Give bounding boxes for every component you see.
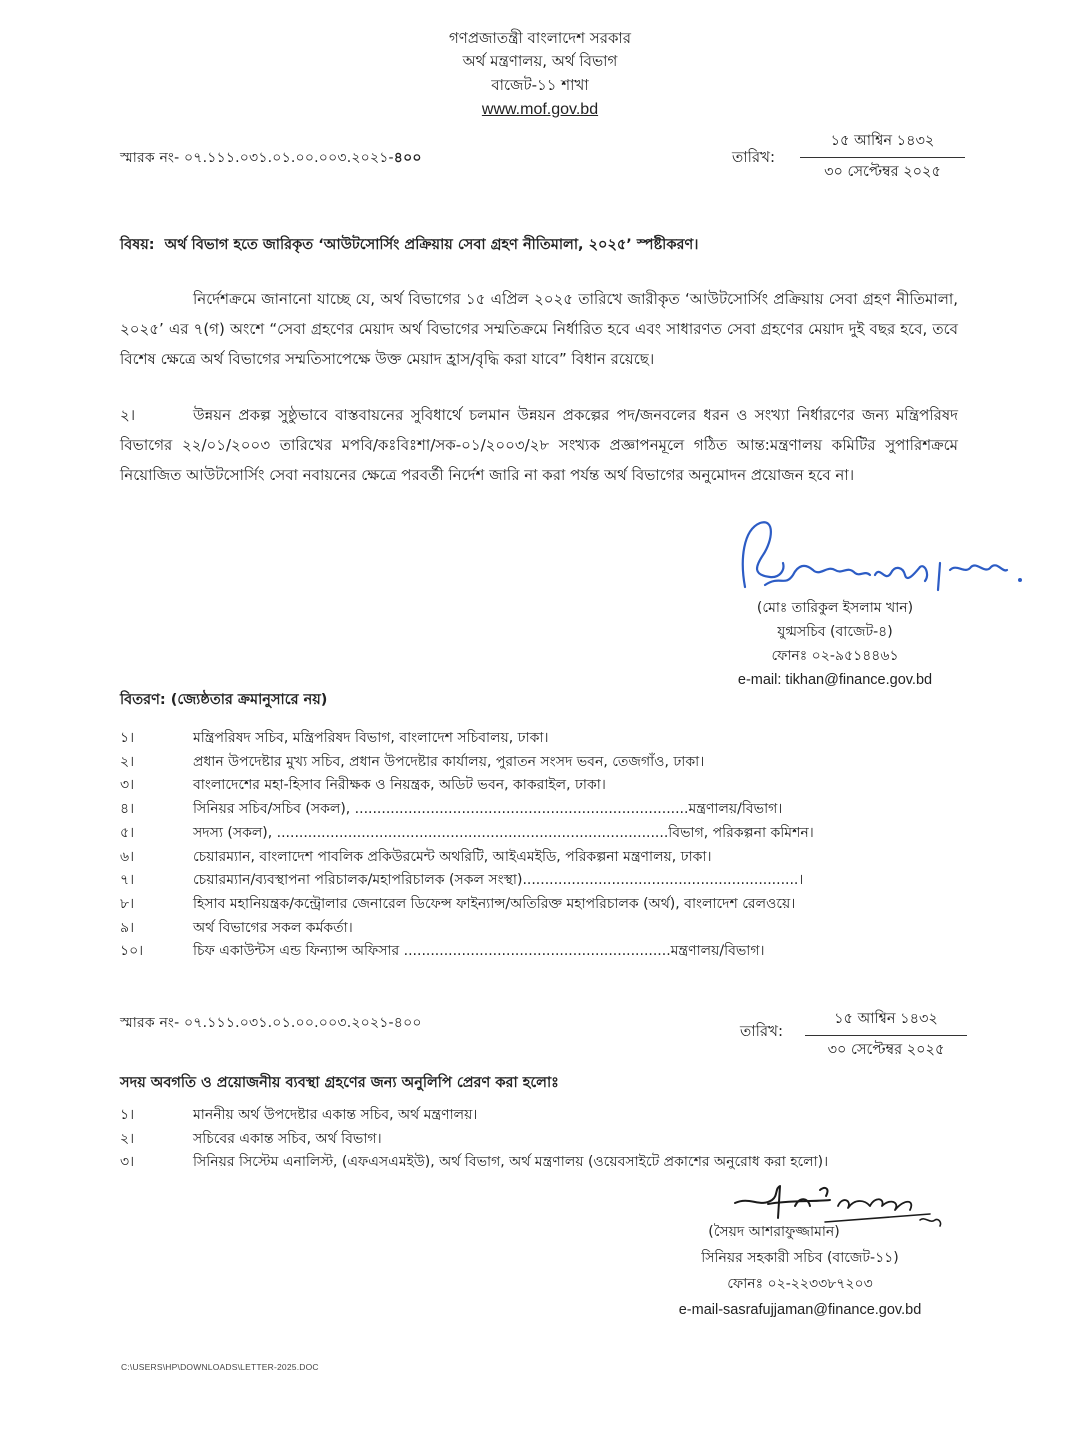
header-branch: বাজেট-১১ শাখা [491,76,589,94]
copy-item-text: সিনিয়র সিস্টেম এনালিস্ট, (এফএসএমইউ), অর্থ বিভাগ, অর্থ মন্ত্রণালয় (ওয়েবসাইটে প্রকাশের অনুরোধ করা হলো)। [193,1154,829,1171]
header-ministry: অর্থ মন্ত্রণালয়, অর্থ বিভাগ [462,52,618,70]
distribution-item [120,751,980,775]
distribution-item [120,893,980,917]
distribution-item-text: বাংলাদেশের মহা-হিসাব নিরীক্ষক ও নিয়ন্ত্রক, অডিট ভবন, কাকরাইল, ঢাকা। [193,777,606,794]
date-2-gregorian: ৩০ সেপ্টেম্বর ২০২৫ [827,1042,945,1058]
memo-2-number: ০৭.১১১.০৩১.০১.০০.০০৩.২০২১-৪০০ [184,1015,422,1031]
date-2-bangla: ১৫ আশ্বিন ১৪৩২ [805,1008,967,1036]
distribution-item [120,917,980,941]
file-path-footer: C:\USERS\HP\DOWNLOADS\LETTER-2025.DOC [121,1362,319,1372]
memo-number [120,146,422,170]
signatory-2-name: (সৈয়দ আশরাফুজ্জামান) [708,1224,840,1240]
header-govt-name: গণপ্রজাতন্ত্রী বাংলাদেশ সরকার [448,29,632,47]
copy-item-text: মাননীয় অর্থ উপদেষ্টার একান্ত সচিব, অর্থ মন্ত্রণালয়। [193,1107,478,1123]
distribution-item-number: ২। [120,753,135,770]
signatory-1-name: (মোঃ তারিকুল ইসলাম খান) [756,600,914,616]
signature-1-image [735,515,1035,600]
memo-number-2 [120,1011,422,1035]
signature-2-stroke [795,1188,827,1206]
date-label: তারিখ: [732,148,776,166]
distribution-item [120,869,980,893]
distribution-item [120,774,980,798]
distribution-item-number: ৮। [120,895,135,912]
subject-line [120,234,980,258]
copy-item-text: সচিবের একান্ত সচিব, অর্থ বিভাগ। [193,1130,382,1147]
date-2-block [805,1008,967,1063]
distribution-item-text: হিসাব মহানিয়ন্ত্রক/কন্ট্রোলার জেনারেল ডিফেন্স ফাইন্যান্স/অতিরিক্ত মহাপরিচালক (অর্থ), বাংলাদেশ রেলওয়ে। [193,895,796,912]
distribution-heading: বিতরণ: (জ্যেষ্ঠতার ক্রমানুসারে নয়) [120,692,328,708]
signatory-2-designation: সিনিয়র সহকারী সচিব (বাজেট-১১) [701,1250,899,1266]
distribution-item-text: চিফ একাউন্টস এন্ড ফিন্যান্স অফিসার ............................................................মন্ত্রণালয়/বিভাগ। [193,943,765,960]
distribution-item-number: ১। [120,730,135,746]
distribution-item-number: ১০। [120,943,144,960]
distribution-item-number: ৯। [120,919,135,936]
subject-text: অর্থ বিভাগ হতে জারিকৃত ‘আউটসোর্সিং প্রক্রিয়ায় সেবা গ্রহণ নীতিমালা, ২০২৫’ স্পষ্টীকরণ। [164,237,699,253]
signatory-1-email[interactable]: e-mail: tikhan@finance.gov.bd [737,672,933,688]
signatory-1 [690,596,980,692]
signatory-2 [650,1219,950,1323]
copy-item [120,1104,980,1128]
distribution-item-text: সদস্য (সকল), ........................................................................................বিভাগ, পরিকল্পনা কমিশন। [193,824,814,841]
body-paragraph-1 [120,284,958,374]
signature-2-stroke [735,1186,780,1218]
body-paragraph-2 [120,400,958,490]
date-block [800,130,965,185]
signature-1-dot [1018,578,1022,582]
distribution-item-number: ৭। [120,872,135,889]
memo-number-prefix: ০৭.১১১.০৩১.০১.০০.০০৩.২০২১- [184,150,394,166]
distribution-item-number: ৪। [120,801,135,818]
date-bangla: ১৫ আশ্বিন ১৪৩২ [800,130,965,158]
signatory-2-phone: ফোনঃ ০২-২২৩৩৮৭২০৩ [727,1276,873,1292]
copy-item-number: ২। [120,1130,135,1147]
copy-item [120,1151,980,1175]
memo-number-suffix: ৪০০ [393,150,422,166]
signatory-1-designation: যুগ্মসচিব (বাজেট-৪) [777,624,893,640]
signature-1-stroke [938,563,1007,590]
memo-label: স্মারক নং- [120,150,180,166]
subject-label: বিষয়: [120,237,155,253]
distribution-item [120,798,980,822]
distribution-item-number: ৩। [120,777,135,794]
distribution-item [120,940,980,964]
memo-2-label: স্মারক নং- [120,1015,180,1031]
distribution-item-text: চেয়ারম্যান, বাংলাদেশ পাবলিক প্রকিউরমেন্ট অথরিটি, আইএমইডি, পরিকল্পনা মন্ত্রণালয়, ঢাকা। [193,848,712,865]
distribution-item-text: সিনিয়র সচিব/সচিব (সকল), ...........................................................................মন্ত্রণালয়/বিভাগ। [193,801,783,818]
copy-item [120,1128,980,1152]
signature-1-stroke [875,566,927,581]
signature-1-stroke [743,522,784,587]
copy-item-number: ১। [120,1107,135,1123]
distribution-item-text: চেয়ারম্যান/ব্যবস্থাপনা পরিচালক/মহাপরিচালক (সকল সংস্থা)..............................................................। [193,872,804,889]
distribution-item-text: মন্ত্রিপরিষদ সচিব, মন্ত্রিপরিষদ বিভাগ, বাংলাদেশ সচিবালয়, ঢাকা। [193,730,549,746]
signature-1-stroke [765,566,870,585]
website-link[interactable]: www.mof.gov.bd [481,101,599,118]
distribution-item-number: ৫। [120,824,135,841]
copies-list [120,1104,980,1175]
paragraph-2-number: ২। [120,406,136,424]
paragraph-1-text: নির্দেশক্রমে জানানো যাচ্ছে যে, অর্থ বিভাগের ১৫ এপ্রিল ২০২৫ তারিখে জারীকৃত ‘আউটসোর্সিং প্রক্রিয়ায় সেবা গ্রহণ নীতিমালা, ২০২৫’ এর ৭(গ) অংশে “সেবা গ্রহণের মেয়াদ অর্থ বিভাগের সম্মতিক্রমে নির্ধারিত হবে এবং সাধারণত সেবা গ্রহণের মেয়াদ দুই বছর হবে, তবে বিশেষ ক্ষেত্রে অর্থ বিভাগের সম্মতিসাপেক্ষে উক্ত মেয়াদ হ্রাস/বৃদ্ধি করা যাবে” বিধান রয়েছে। [120,290,958,368]
distribution-item-number: ৬। [120,848,135,865]
distribution-list [120,727,980,964]
distribution-item [120,822,980,846]
signatory-2-email[interactable]: e-mail-sasrafujjaman@finance.gov.bd [678,1302,922,1318]
copies-heading: সদয় অবগতি ও প্রয়োজনীয় ব্যবস্থা গ্রহণের জন্য অনুলিপি প্রেরণ করা হলোঃ [120,1075,559,1091]
distribution-item [120,846,980,870]
distribution-item-text: অর্থ বিভাগের সকল কর্মকর্তা। [193,919,353,936]
date-gregorian: ৩০ সেপ্টেম্বর ২০২৫ [824,164,941,180]
govt-header [0,28,1080,120]
date-2-label: তারিখ: [740,1022,784,1040]
signature-2-stroke [838,1199,911,1210]
distribution-item [120,727,980,751]
paragraph-2-text: উন্নয়ন প্রকল্প সুষ্ঠুভাবে বাস্তবায়নের সুবিধার্থে চলমান উন্নয়ন প্রকল্পের পদ/জনবলের ধরন ও সংখ্যা নির্ধারণের জন্য মন্ত্রিপরিষদ বিভাগের ২২/০১/২০০৩ তারিখের মপবি/কঃবিঃশা/সক-০১/২০০৩/২৮ সংখ্যক প্রজ্ঞাপনমূলে গঠিত আন্ত:মন্ত্রণালয় কমিটির সুপারিশক্রমে নিয়োজিত আউটসোর্সিং সেবা নবায়নের ক্ষেত্রে পরবর্তী নির্দেশ জারি না করা পর্যন্ত অর্থ বিভাগের অনুমোদন প্রয়োজন হবে না। [120,406,958,484]
copy-item-number: ৩। [120,1154,135,1171]
distribution-item-text: প্রধান উপদেষ্টার মুখ্য সচিব, প্রধান উপদেষ্টার কার্যালয়, পুরাতন সংসদ ভবন, তেজগাঁও, ঢাকা। [193,753,705,770]
signatory-1-phone: ফোনঃ ০২-৯৫১৪৪৬১ [771,648,899,664]
